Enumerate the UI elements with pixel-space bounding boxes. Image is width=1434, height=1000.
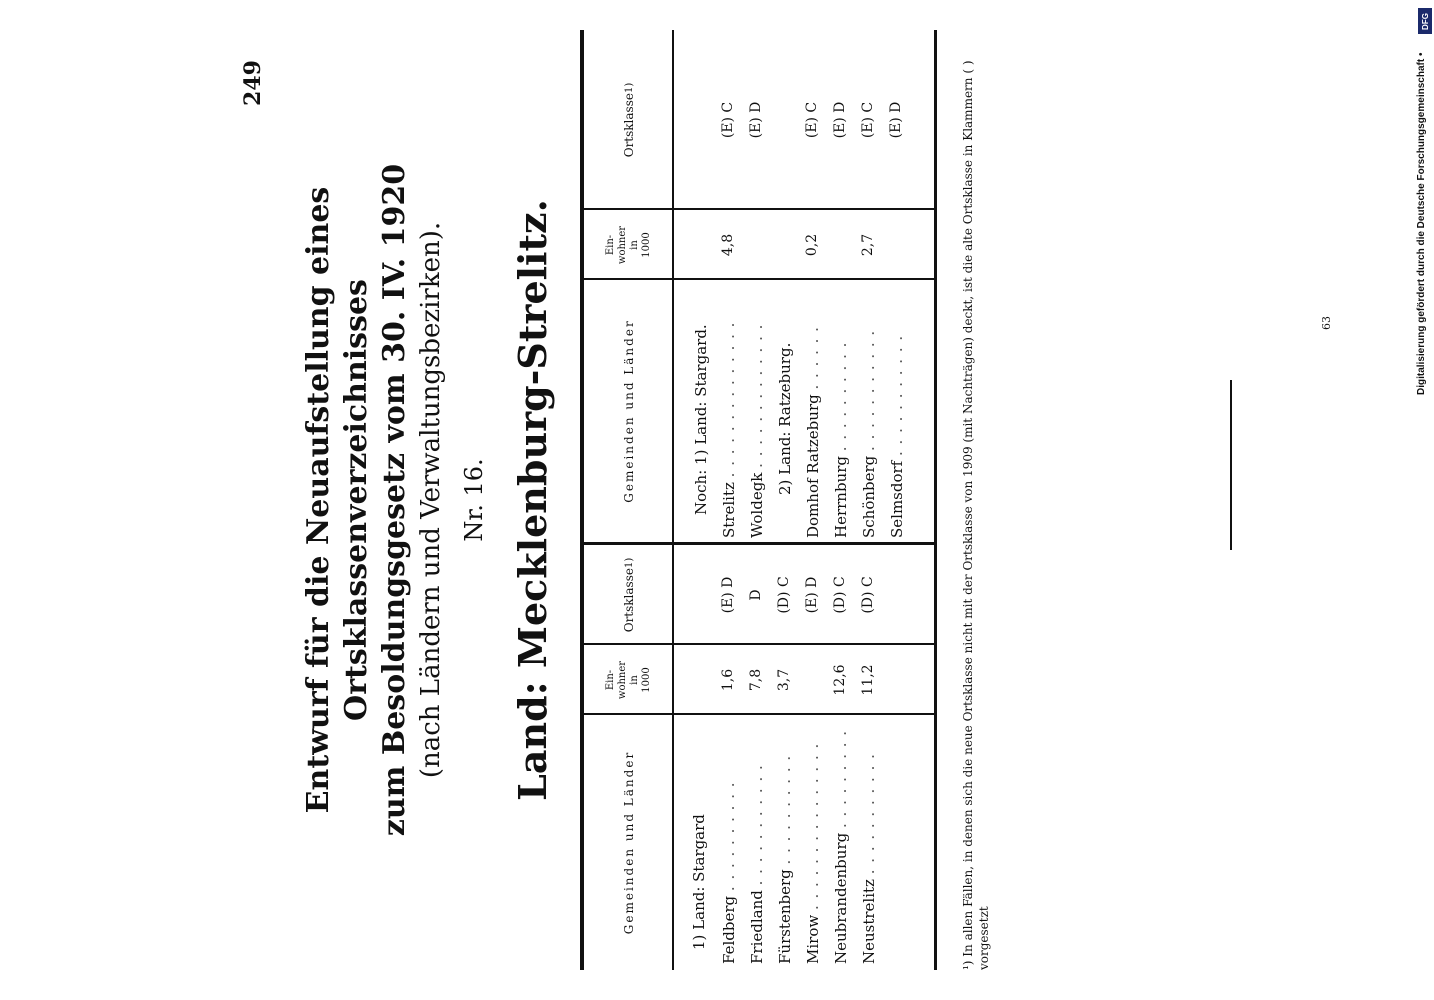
state-title: Land: Mecklenburg-Strelitz. [510,199,555,801]
table-header-rule [672,30,674,970]
ortsklassen-table [580,30,940,970]
ortsklasse-value: (E) D [748,101,764,139]
einwohner-value: 4,8 [720,233,736,257]
issue-number: Nr. 16. [460,458,488,542]
gemeinde-name: Friedland [748,890,766,964]
list-item: Domhof Ratzeburg . . . . . . [804,326,822,538]
list-item: Fürstenberg . . . . . . . . . . [776,754,794,964]
ortsklasse-value: (D) C [860,576,876,614]
list-item: Herrnburg . . . . . . . . . . [832,341,850,538]
einwohner-value: 2,7 [860,233,876,257]
ortsklasse-value: (E) D [720,576,736,614]
list-item: Neubrandenburg . . . . . . . . . [832,729,850,964]
list-item: Mirow . . . . . . . . . . . . . . . [804,742,822,964]
einwohner-value: 7,8 [748,668,764,692]
page-number: 249 [240,60,266,106]
dfg-logo-text: DFG [1420,12,1430,30]
section-heading: 2) Land: Ratzeburg. [776,342,794,495]
header-ortsklasse-right [588,30,670,210]
ortsklasse-value: (E) D [832,101,848,139]
einwohner-value: 1,6 [720,668,736,692]
ortsklasse-value: (E) D [804,576,820,614]
footnote-rule [1230,380,1232,550]
ortsklasse-value: D [748,589,764,601]
ortsklasse-value: (D) C [832,576,848,614]
header-gemeinden-left: Gemeinden und Länder [621,750,636,935]
scanned-page [230,30,1430,970]
footnote-ref: 1) [623,82,635,94]
list-item: Neustrelitz . . . . . . . . . . . [860,753,878,964]
gemeinde-name: Feldberg [720,895,738,964]
list-item: Strelitz . . . . . . . . . . . . . . [720,321,738,538]
header-ortsklasse-label: Ortsklasse [621,93,636,158]
title-line-2: zum Besoldungsgesetz vom 30. IV. 1920 [377,163,412,837]
gemeinde-name: Herrnburg [832,456,850,538]
ortsklasse-value: (E) D [888,101,904,139]
ortsklasse-value: (D) C [776,576,792,614]
section-heading: Noch: 1) Land: Stargard. [692,324,710,515]
table-top-rule [580,30,584,970]
einwohner-value: 3,7 [776,668,792,692]
einwohner-value: 0,2 [804,233,820,257]
ortsklasse-value: (E) C [804,101,820,139]
list-item: Feldberg . . . . . . . . . . [720,781,738,964]
footnote-ref: 1) [623,557,635,569]
einwohner-value: 12,6 [832,664,848,696]
gemeinde-name: Schönberg [860,455,878,538]
gemeinde-name: Neubrandenburg [832,832,850,964]
gemeinde-name: Domhof Ratzeburg [804,394,822,538]
gemeinde-name: Selmsdorf [888,460,906,538]
title-line-1: Entwurf für die Neuaufstellung eines Ortsklassenverzeichnisses [301,186,374,814]
gemeinde-name: Fürstenberg [776,869,794,964]
header-ortsklasse-left [588,545,670,645]
ortsklasse-value: (E) C [720,101,736,139]
list-item: Woldegk . . . . . . . . . . . . . [748,323,766,538]
gemeinde-name: Woldegk [748,472,766,538]
header-einwohner-left: Ein- wohner in 1000 [605,660,652,700]
header-gemeinden-right: Gemeinden und Länder [621,319,636,503]
footnote: ¹) In allen Fällen, in denen sich die neue Ortsklasse nicht mit der Ortsklasse von 1909 (mit Nachträgen) deckt, ist die alte Ortsklasse in Klammern ( ) vorgesetzt [961,60,991,970]
document-title [300,30,448,970]
header-einwohner-right: Ein- wohner in 1000 [605,225,652,265]
title-line-3: (nach Ländern und Verwaltungsbezirken). [416,221,446,779]
einwohner-value: 11,2 [860,664,876,696]
table-bottom-rule [934,30,937,970]
list-item: Friedland . . . . . . . . . . . [748,764,766,964]
dfg-funding-notice: Digitalisierung gefördert durch die Deutsche Forschungsgemeinschaft • [1416,52,1427,395]
ortsklasse-value: (E) C [860,101,876,139]
header-ortsklasse-label: Ortsklasse [621,568,636,633]
list-item: Schönberg . . . . . . . . . . . [860,329,878,538]
list-item: Selmsdorf . . . . . . . . . . . [888,334,906,538]
gemeinde-name: Strelitz [720,482,738,538]
gemeinde-name: Neustrelitz [860,879,878,964]
sheet-signature: 63 [1320,316,1333,330]
gemeinde-name: Mirow [804,914,822,964]
dfg-logo [1418,8,1432,34]
section-heading: 1) Land: Stargard [690,814,708,950]
